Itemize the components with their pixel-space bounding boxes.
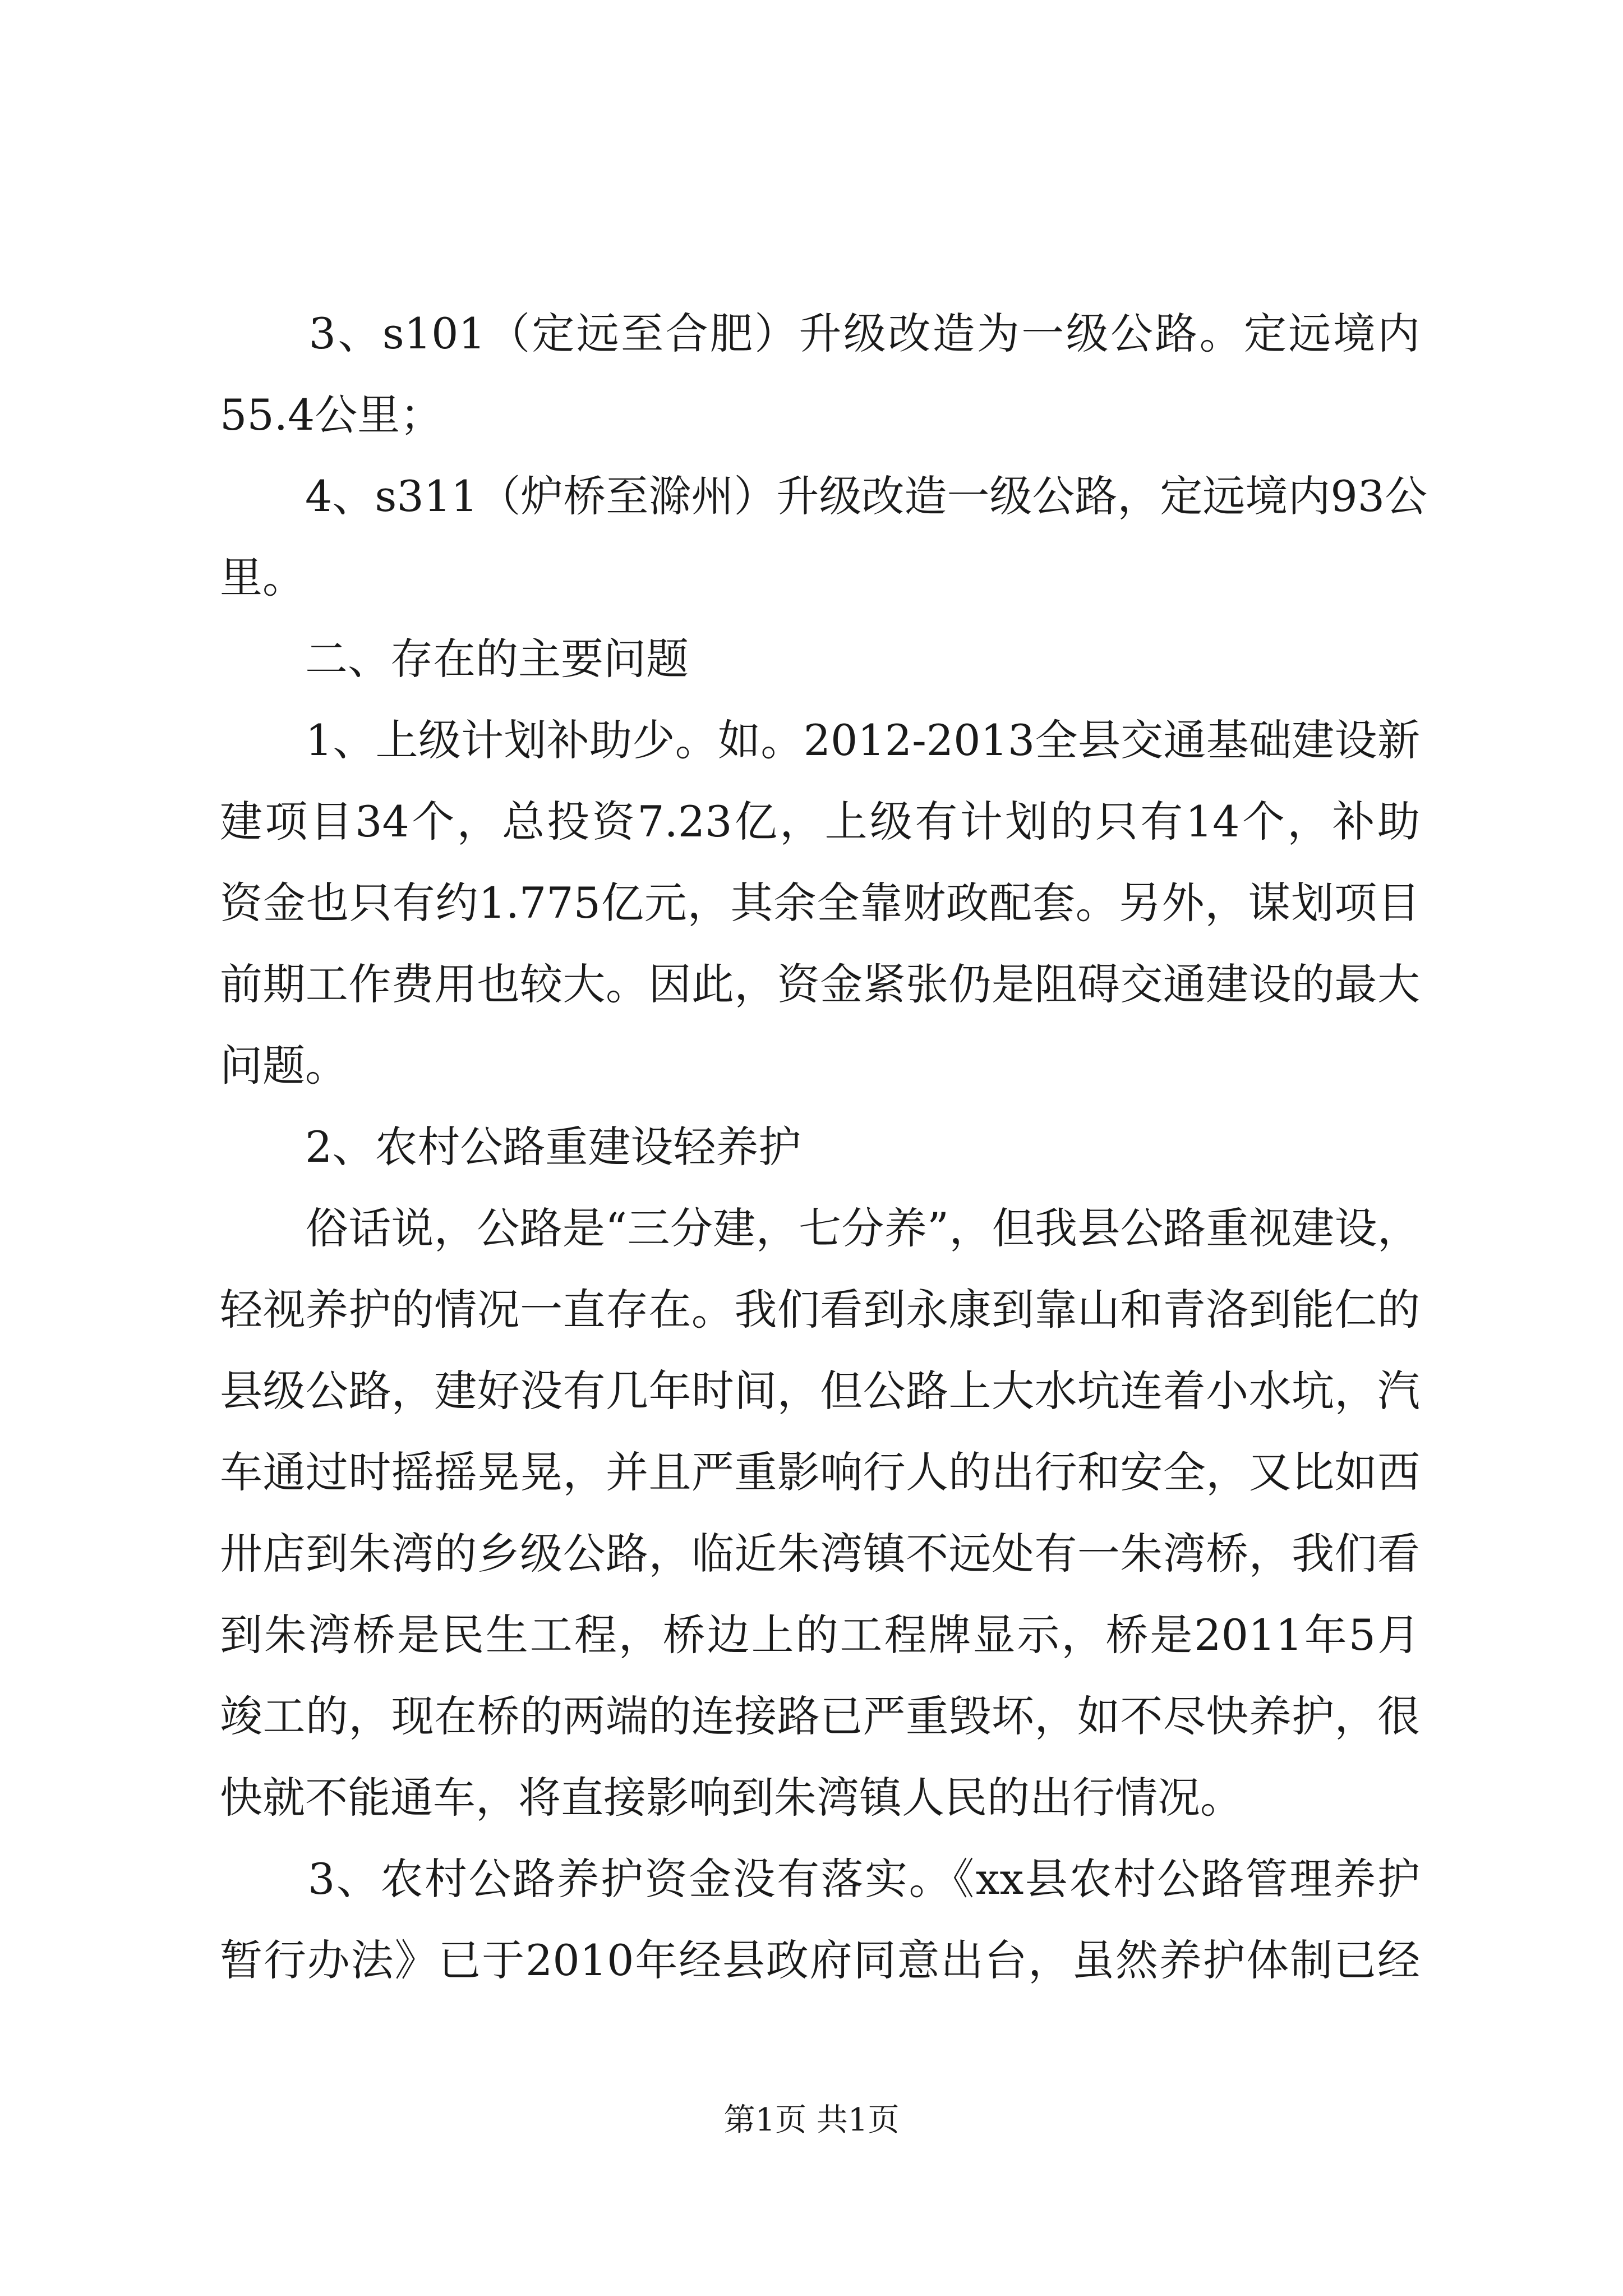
document-page bbox=[220, 0, 1428, 2296]
paragraph-line: 快就不能通车，将直接影响到朱湾镇人民的出行情况。 bbox=[220, 1773, 1243, 1823]
paragraph-line: 前期工作费用也较大。因此，资金紧张仍是阻碍交通建设的最大 bbox=[220, 959, 1420, 1009]
paragraph-line: 竣工的，现在桥的两端的连接路已严重毁坏，如不尽快养护，很 bbox=[220, 1691, 1420, 1741]
paragraph-line: 车通过时摇摇晃晃，并且严重影响行人的出行和安全，又比如西 bbox=[220, 1447, 1420, 1497]
paragraph-line: 县级公路，建好没有几年时间，但公路上大水坑连着小水坑，汽 bbox=[220, 1366, 1420, 1416]
paragraph-line: 到朱湾桥是民生工程，桥边上的工程牌显示，桥是2011年5月 bbox=[220, 1610, 1420, 1660]
paragraph-line: 卅店到朱湾的乡级公路，临近朱湾镇不远处有一朱湾桥，我们看 bbox=[220, 1529, 1420, 1579]
paragraph-line: 暂行办法》已于2010年经县政府同意出台，虽然养护体制已经 bbox=[220, 1935, 1420, 1985]
paragraph-line: 里。 bbox=[220, 553, 305, 602]
paragraph-line: 问题。 bbox=[220, 1041, 348, 1091]
paragraph-line: 资金也只有约1.775亿元，其余全靠财政配套。另外，谋划项目 bbox=[220, 878, 1420, 928]
paragraph-line: 3、农村公路养护资金没有落实。《xx县农村公路管理养护 bbox=[220, 1854, 1420, 1904]
paragraph-line: 1、上级计划补助少。如。2012-2013全县交通基础建设新 bbox=[220, 715, 1420, 765]
paragraph-line: 3、s101（定远至合肥）升级改造为一级公路。定远境内 bbox=[220, 309, 1420, 358]
section-heading: 二、存在的主要问题 bbox=[220, 634, 689, 684]
paragraph-line: 俗话说，公路是“三分建，七分养”，但我县公路重视建设， bbox=[220, 1203, 1420, 1253]
page-number-footer: 第1页 共1页 bbox=[723, 2102, 900, 2138]
paragraph-line: 轻视养护的情况一直存在。我们看到永康到靠山和青洛到能仁的 bbox=[220, 1285, 1420, 1335]
paragraph-line: 55.4公里； bbox=[220, 390, 443, 440]
subsection-heading: 2、农村公路重建设轻养护 bbox=[220, 1122, 801, 1172]
paragraph-line: 4、s311（炉桥至滁州）升级改造一级公路，定远境内93公 bbox=[220, 471, 1428, 521]
paragraph-line: 建项目34个，总投资7.23亿，上级有计划的只有14个，补助 bbox=[220, 797, 1420, 846]
